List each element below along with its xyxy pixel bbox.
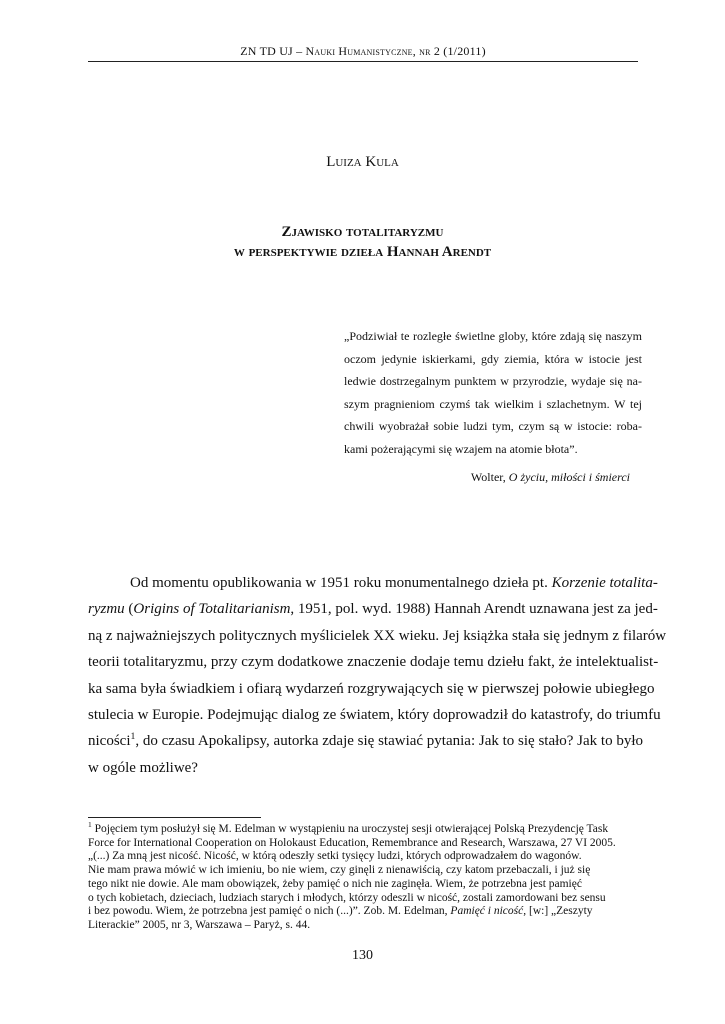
body-line: w ogóle możliwe? xyxy=(88,759,198,776)
body-line: ną z najważniejszych politycznych myślicielek XX wieku. Jej książka stała się jednym z filarów xyxy=(88,627,667,644)
body-line: stulecia w Europie. Podejmując dialog ze światem, który doprowadził do katastrofy, do triumfu xyxy=(88,707,661,724)
epigraph-line: szym pragnieniom czymś tak wielkim i szlachetnym. W tej xyxy=(344,396,642,411)
body-text: ( xyxy=(124,601,134,618)
body-text: nicości xyxy=(88,733,131,750)
epigraph-source-author: Wolter, xyxy=(470,470,509,484)
footnote-line: Nie mam prawa mówić w ich imieniu, bo nie wiem, czy ginęli z nienawiścią, czy katom przebaczali, i już się xyxy=(88,864,591,877)
title-line-2: w perspektywie dzieła Hannah Arendt xyxy=(233,244,492,260)
body-italic: Korzenie totalita- xyxy=(551,575,658,591)
footnote-text: i bez powodu. Wiem, że potrzebna jest pamięć o nich (...)”. Zob. M. Edelman, xyxy=(88,905,451,918)
footnote xyxy=(88,820,638,933)
footnote-italic: Pamięć i nicość xyxy=(450,905,524,918)
body-line xyxy=(88,570,658,596)
body-line xyxy=(88,596,658,622)
author-name-text: Luiza Kula xyxy=(326,154,399,170)
body-text: Od momentu opublikowania w 1951 roku monumentalnego dzieła pt. xyxy=(130,575,552,591)
body-italic: ryzmu xyxy=(88,601,125,618)
epigraph-line: „Podziwiał te rozległe świetlne globy, które zdają się naszym xyxy=(344,329,642,343)
footnote-reference[interactable]: 1 xyxy=(130,731,136,743)
footnote-line: Literackie” 2005, nr 3, Warszawa – Paryż, s. 44. xyxy=(88,918,311,931)
running-header xyxy=(88,44,638,59)
header-rule xyxy=(88,61,638,62)
footnote-line xyxy=(88,905,638,919)
footnote-rule xyxy=(88,817,261,818)
title-line-1: Zjawisko totalitaryzmu xyxy=(281,224,444,240)
author-name xyxy=(0,154,725,171)
epigraph-source-title: O życiu, miłości i śmierci xyxy=(508,470,630,484)
footnote-line: tego nikt nie dowie. Ale mam obowiązek, żeby pamięć o nich nie zaginęła. Wiem, że potrzebna jest pamięć xyxy=(88,877,582,890)
footnote-text: , [w:] „Zeszyty xyxy=(523,905,593,918)
page-number: 130 xyxy=(352,948,373,963)
body-text: , 1951, pol. wyd. 1988) Hannah Arendt uznawana jest za jed- xyxy=(290,601,658,618)
epigraph-line: oczom jedynie iskierkami, gdy ziemia, która w istocie jest xyxy=(344,351,642,366)
epigraph-source xyxy=(344,470,630,485)
body-line: teorii totalitaryzmu, przy czym dodatkowe znaczenie dodaje temu dziełu fakt, że intelektualist- xyxy=(88,654,659,671)
article-title xyxy=(0,222,725,262)
epigraph-line: chwili wyobrażał sobie ludzi tym, czym są w istocie: roba- xyxy=(344,419,642,434)
footnote-line: „(...) Za mną jest nicość. Nicość, w którą odeszły setki tysięcy ludzi, których odprowadzałem do wagonów. xyxy=(88,850,582,863)
footnote-line xyxy=(88,820,638,837)
footnote-text: Pojęciem tym posłużył się M. Edelman w wystąpieniu na uroczystej sesji otwierającej Polską Prezydencję Task xyxy=(91,823,609,835)
epigraph-line: ledwie dostrzegalnym punktem w przyrodzie, wydaje się na- xyxy=(344,374,642,389)
footnote-line: Force for International Cooperation on Holokaust Education, Remembrance and Research, Warszawa, 27 VI 2005. xyxy=(88,836,616,849)
epigraph-line: kami pożerającymi się wzajem na atomie błota”. xyxy=(344,441,578,456)
epigraph-quote xyxy=(344,325,642,461)
body-text: , do czasu Apokalipsy, autorka zdaje się stawiać pytania: Jak to się stało? Jak to było xyxy=(135,733,644,750)
footnote-line: o tych kobietach, dzieciach, ludziach starych i młodych, którzy odeszli w nicość, zostali zamordowani bez sensu xyxy=(88,891,606,904)
body-line xyxy=(88,728,644,754)
body-line: ka sama była świadkiem i ofiarą wydarzeń rozgrywających się w pierwszej połowie ubiegłego xyxy=(88,680,655,697)
footnote-marker: 1 xyxy=(88,820,92,830)
body-italic: Origins of Totalitarianism xyxy=(133,601,291,618)
running-header-text: ZN TD UJ – Nauki Humanistyczne, nr 2 (1/2011) xyxy=(240,44,486,58)
body-paragraph xyxy=(88,570,667,781)
